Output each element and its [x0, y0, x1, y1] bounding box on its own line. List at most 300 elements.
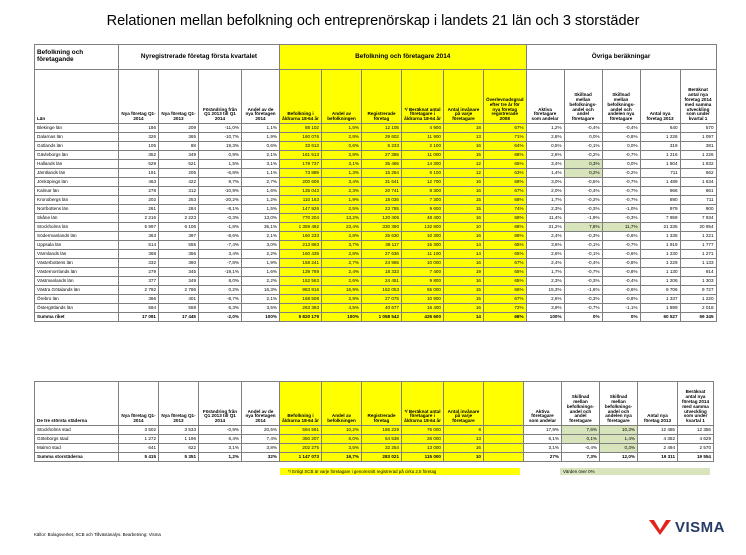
- row-label: Västra Götalands län: [35, 286, 119, 295]
- table-cell: 161 513: [280, 151, 322, 160]
- table-cell: 570: [680, 124, 716, 133]
- column-header: Skillnad mellan befolknings-andel och andelen nya företagare: [600, 382, 638, 426]
- table-cell: -0,8%: [602, 295, 640, 304]
- table-cell: -0,4%: [602, 124, 640, 133]
- table-cell: 0,3%: [564, 160, 602, 169]
- table-cell: 1 303: [680, 277, 716, 286]
- table-cell: 29 602: [362, 133, 402, 142]
- table-cell: 17,9%: [524, 426, 562, 435]
- table-cell: 16: [444, 277, 484, 286]
- table-cell: 16,9%: [322, 286, 362, 295]
- column-header: Aktiva företagare som andelar: [524, 382, 562, 426]
- table-cell: 662: [680, 169, 716, 178]
- table-cell: 2,3%: [526, 205, 564, 214]
- column-header: Registrerade företag: [362, 70, 402, 124]
- table-cell: 622: [159, 444, 199, 453]
- table-cell: 15 264: [362, 169, 402, 178]
- total-cell: 32%: [242, 453, 280, 462]
- table-cell: 1 337: [640, 295, 680, 304]
- table-cell: 2,1%: [242, 151, 280, 160]
- table-cell: 2,1%: [242, 295, 280, 304]
- column-header: Andel av de nya företagen 2014: [242, 382, 280, 426]
- table-cell: 6 106: [159, 223, 199, 232]
- table-cell: 12 465: [638, 426, 678, 435]
- table-header-row: [35, 70, 717, 124]
- table-cell: -0,7%: [602, 151, 640, 160]
- row-label: Uppsala län: [35, 241, 119, 250]
- table-cell: -0,2%: [564, 151, 602, 160]
- row-label: Stockholms län: [35, 223, 119, 232]
- total-cell: 17 445: [159, 313, 199, 322]
- visma-logo: [648, 518, 725, 536]
- table-cell: 16,3%: [242, 286, 280, 295]
- table-cell: 27 365: [362, 151, 402, 160]
- table-cell: 88 102: [280, 124, 322, 133]
- table-cell: 33 613: [280, 142, 322, 151]
- table-cell: -0,3%: [602, 214, 640, 223]
- table-cell: 4 352: [638, 435, 678, 444]
- table-cell: 160 233: [280, 232, 322, 241]
- table-cell: 209: [159, 124, 199, 133]
- table-cell: 352: [119, 151, 159, 160]
- table-cell: -8,7%: [199, 295, 242, 304]
- table-cell: -0,8%: [602, 268, 640, 277]
- table-cell: 23,4%: [322, 223, 362, 232]
- row-label: Västmanlands län: [35, 277, 119, 286]
- column-header: Nya företag Q1-2013: [159, 382, 199, 426]
- table-cell: 14 300: [402, 160, 444, 169]
- table-cell: 1 335: [640, 232, 680, 241]
- row-label: Dalarnas län: [35, 133, 119, 142]
- table-cell: 38 117: [362, 241, 402, 250]
- table-cell: 71%: [484, 133, 527, 142]
- table-cell: 7 400: [402, 268, 444, 277]
- total-cell: -2,0%: [199, 313, 242, 322]
- table-cell: 711: [640, 169, 680, 178]
- column-header: Antal invånare på varje företagare: [444, 382, 484, 426]
- page-title: Relationen mellan befolkning och entreprenörskap i landets 21 län och 3 storstäder: [106, 13, 640, 29]
- group-population-companies-2014: Befolkning och företagare 2014: [280, 45, 527, 70]
- table-cell: 366: [119, 295, 159, 304]
- row-label: Östergötlands län: [35, 304, 119, 313]
- table-cell: 1 097: [680, 133, 716, 142]
- table-cell: -0,4%: [564, 187, 602, 196]
- table-cell: 1 220: [680, 295, 716, 304]
- table-cell: 13 000: [402, 444, 444, 453]
- table-cell: 377: [119, 277, 159, 286]
- table-cell: 68%: [484, 223, 527, 232]
- table-cell: -0,2%: [602, 169, 640, 178]
- table-cell: 68%: [484, 232, 527, 241]
- table-cell: 20,5%: [242, 426, 280, 435]
- table-cell: -0,1%: [564, 250, 602, 259]
- table-cell: 10 300: [402, 232, 444, 241]
- row-label: Kronobergs län: [35, 196, 119, 205]
- row-label: Malmö stad: [35, 444, 119, 453]
- table-cell: 1,1%: [242, 169, 280, 178]
- group-new-companies: Nyregistrerade företag första kvartalet: [119, 45, 280, 70]
- table-cell: 4 629: [678, 435, 714, 444]
- table-cell: 2,8%: [322, 232, 362, 241]
- row-label: Blekinge län: [35, 124, 119, 133]
- row-label: Norrbottens län: [35, 205, 119, 214]
- total-cell: 0%: [564, 313, 602, 322]
- total-cell: 0%: [602, 313, 640, 322]
- table-cell: 68%: [484, 196, 527, 205]
- column-header: Förändring från Q1 2013 till Q1 2014: [199, 382, 242, 426]
- table-cell: 12 105: [362, 124, 402, 133]
- table-cell: 1,7%: [526, 196, 564, 205]
- table-row: [35, 124, 717, 133]
- table-cell: 1 777: [680, 241, 716, 250]
- table-cell: 11,7%: [602, 223, 640, 232]
- table-cell: 178 737: [280, 160, 322, 169]
- table-cell: -0,7%: [564, 268, 602, 277]
- table-cell: 35 465: [362, 160, 402, 169]
- table-cell: 1 919: [640, 241, 680, 250]
- table-row: [35, 250, 717, 259]
- table-cell: 16: [444, 444, 484, 453]
- table-cell: 1,6%: [242, 268, 280, 277]
- table-row: [35, 151, 717, 160]
- table-cell: 27 075: [362, 295, 402, 304]
- total-cell: 17 091: [119, 313, 159, 322]
- table-cell: 861: [680, 187, 716, 196]
- table-cell: 514: [119, 241, 159, 250]
- table-cell: 332: [119, 259, 159, 268]
- table-cell: 0,0%: [564, 133, 602, 142]
- table-cell: 63%: [484, 169, 527, 178]
- table-cell: 15: [444, 151, 484, 160]
- table-cell: 278: [119, 187, 159, 196]
- table-cell: 9 727: [680, 286, 716, 295]
- table-cell: 162 053: [362, 286, 402, 295]
- total-cell: 100%: [322, 313, 362, 322]
- column-header: Nya företag Q1-2014: [119, 70, 159, 124]
- column-header: Antal nya företag 2013: [640, 70, 680, 124]
- table-cell: 19: [444, 268, 484, 277]
- table-cell: 2 100: [402, 142, 444, 151]
- total-row: [35, 313, 717, 322]
- total-cell: 19 311: [638, 453, 678, 462]
- table-cell: 15: [444, 286, 484, 295]
- table-cell: 4,5%: [322, 304, 362, 313]
- table-cell: 64%: [484, 142, 527, 151]
- table-row: [35, 304, 717, 313]
- table-cell: 401: [159, 295, 199, 304]
- table-cell: 13,2%: [322, 214, 362, 223]
- column-header: Andel av befolkningen: [322, 70, 362, 124]
- table-cell: 66%: [484, 286, 527, 295]
- table-cell: 18 036: [362, 196, 402, 205]
- table-cell: 20 741: [362, 187, 402, 196]
- table-cell: 2,3%: [322, 187, 362, 196]
- table-cell: 10,2%: [322, 426, 362, 435]
- table-header-row: [35, 382, 714, 426]
- table-row: [35, 444, 714, 453]
- table-cell: 312: [159, 187, 199, 196]
- table-cell: 88: [159, 142, 199, 151]
- table-cell: 319: [640, 142, 680, 151]
- total-label: Summa storstäderna: [35, 453, 119, 462]
- table-cell: 1,5%: [322, 124, 362, 133]
- table-cell: 2,2%: [242, 277, 280, 286]
- table-cell: 11 900: [402, 133, 444, 142]
- table-cell: [484, 426, 524, 435]
- table-cell: -0,7%: [602, 187, 640, 196]
- table-cell: 105: [119, 142, 159, 151]
- total-cell: 14: [444, 313, 484, 322]
- table-cell: 356: [159, 250, 199, 259]
- table-cell: 3,4%: [526, 160, 564, 169]
- total-cell: 19 554: [678, 453, 714, 462]
- table-cell: 10 900: [402, 295, 444, 304]
- table-cell: 15: [444, 196, 484, 205]
- table-cell: 555: [159, 241, 199, 250]
- total-cell: 5 415: [119, 453, 159, 462]
- table-cell: 6 100: [402, 169, 444, 178]
- table-cell: 20 954: [680, 223, 716, 232]
- total-row: [35, 453, 714, 462]
- table-cell: 9,7%: [199, 178, 242, 187]
- table-cell: 2,6%: [322, 277, 362, 286]
- table-cell: 160 435: [280, 250, 322, 259]
- table-cell: -0,9%: [199, 426, 242, 435]
- table-cell: 253: [159, 196, 199, 205]
- column-header: Skillnad mellan befolknings-andel och andel företagare: [564, 70, 602, 124]
- total-cell: 68%: [484, 313, 527, 322]
- table-cell: 326: [119, 133, 159, 142]
- column-header: Andel av de nya företagen 2014: [242, 70, 280, 124]
- table-cell: 1 216: [640, 151, 680, 160]
- table-cell: 202: [119, 196, 159, 205]
- table-cell: -0,4%: [564, 259, 602, 268]
- table-cell: 191: [119, 169, 159, 178]
- table-cell: 1,1%: [242, 124, 280, 133]
- table-cell: 529: [119, 160, 159, 169]
- table-cell: 18 333: [362, 268, 402, 277]
- table-row: [35, 133, 717, 142]
- table-cell: 1,7%: [526, 268, 564, 277]
- column-header: Överlevnadsgrad efter tre år för nya företag registrerade 2008: [484, 70, 527, 124]
- table-cell: 363: [119, 232, 159, 241]
- total-cell: 1,2%: [199, 453, 242, 462]
- table-cell: 6,0%: [322, 435, 362, 444]
- table-cell: 135 043: [280, 187, 322, 196]
- total-cell: 100%: [242, 313, 280, 322]
- table-cell: -0,7%: [564, 304, 602, 313]
- table-cell: 1 226: [680, 151, 716, 160]
- table-cell: 12: [444, 160, 484, 169]
- table-cell: 1 206: [640, 277, 680, 286]
- table-cell: -0,8%: [602, 133, 640, 142]
- row-label: Hallands län: [35, 160, 119, 169]
- table-cell: 65%: [484, 250, 527, 259]
- table-cell: 463: [119, 178, 159, 187]
- table-row: [35, 232, 717, 241]
- table-cell: -0,3%: [564, 277, 602, 286]
- table-cell: -1,1%: [602, 304, 640, 313]
- table-cell: 205: [159, 169, 199, 178]
- table-cell: 2,5%: [322, 205, 362, 214]
- table-cell: 1,9%: [242, 259, 280, 268]
- table-cell: -0,4%: [602, 277, 640, 286]
- table-cell: [484, 444, 524, 453]
- table-cell: -0,6%: [602, 250, 640, 259]
- table-cell: 15,3%: [526, 286, 564, 295]
- table-cell: 15: [444, 295, 484, 304]
- table-cell: -0,4%: [562, 444, 600, 453]
- table-row: [35, 259, 717, 268]
- table-cell: -0,1%: [564, 142, 602, 151]
- table-cell: 2 216: [119, 214, 159, 223]
- table-cell: 213 863: [280, 241, 322, 250]
- table-cell: 3,6%: [526, 241, 564, 250]
- table-cell: 12: [444, 169, 484, 178]
- table-cell: 16 400: [402, 304, 444, 313]
- table-cell: 13,0%: [242, 214, 280, 223]
- table-cell: 2,1%: [242, 232, 280, 241]
- table-cell: 3,1%: [322, 160, 362, 169]
- table-cell: 0,2%: [564, 169, 602, 178]
- table-cell: -0,2%: [564, 196, 602, 205]
- visma-logo-icon: [648, 518, 672, 536]
- total-cell: 5 820 179: [280, 313, 322, 322]
- table-cell: -0,7%: [602, 178, 640, 187]
- table-cell: -8,1%: [199, 205, 242, 214]
- table-cell: -0,3%: [564, 232, 602, 241]
- column-header: Registrerade företag: [362, 382, 402, 426]
- column-header: De tre största städerna: [35, 382, 119, 426]
- table-cell: 6,4%: [199, 435, 242, 444]
- table-cell: 19,3%: [199, 142, 242, 151]
- table-group-header: [35, 45, 717, 70]
- table-cell: 1 130: [640, 268, 680, 277]
- table-cell: -0,6%: [602, 286, 640, 295]
- table-cell: 72%: [484, 304, 527, 313]
- table-cell: 3,7%: [322, 241, 362, 250]
- table-cell: 10: [444, 223, 484, 232]
- table-cell: 7,6%: [562, 426, 600, 435]
- table-cell: 200 605: [280, 178, 322, 187]
- table-cell: 65%: [484, 277, 527, 286]
- table-cell: 120 406: [362, 214, 402, 223]
- table-cell: 3,4%: [322, 178, 362, 187]
- table-cell: 8 300: [402, 187, 444, 196]
- table-cell: 1,4%: [600, 435, 638, 444]
- table-cell: 365: [159, 133, 199, 142]
- table-cell: -0,4%: [564, 124, 602, 133]
- table-cell: -1,9%: [564, 214, 602, 223]
- group-population: Befolkning och företagande: [35, 45, 119, 70]
- table-cell: 76 000: [402, 426, 444, 435]
- table-cell: 32 254: [362, 444, 402, 453]
- table-cell: 5 997: [119, 223, 159, 232]
- table-cell: 0,9%: [199, 151, 242, 160]
- table-cell: 3,5%: [322, 444, 362, 453]
- table-cell: 1 804: [640, 160, 680, 169]
- table-cell: 3,1%: [242, 160, 280, 169]
- table-cell: 11,4%: [526, 214, 564, 223]
- table-cell: 3 502: [119, 426, 159, 435]
- table-cell: 1,2%: [242, 196, 280, 205]
- table-cell: -0,3%: [564, 295, 602, 304]
- table-cell: 2,4%: [526, 232, 564, 241]
- table-cell: 152 563: [280, 277, 322, 286]
- total-cell: 10: [444, 453, 484, 462]
- source-note: Källor: Bolagsverket, SCB och Tillväxtanalys. Bearbetning: Visma: [34, 532, 161, 537]
- column-header: Befolkning i åldrarna 18-64 år: [280, 382, 322, 426]
- row-label: Södermanlands län: [35, 232, 119, 241]
- column-header: Skillnad mellan befolknings-andel och andelen nya företagare: [602, 70, 640, 124]
- table-cell: 1,9%: [242, 133, 280, 142]
- column-header: Antal nya företag 2013: [638, 382, 678, 426]
- column-header: Andel av befolkningen: [322, 382, 362, 426]
- table-cell: 2 223: [159, 214, 199, 223]
- table-cell: 966: [640, 187, 680, 196]
- table-cell: 13: [444, 435, 484, 444]
- table-cell: 26 000: [402, 435, 444, 444]
- table-cell: 349: [159, 277, 199, 286]
- table-cell: 330 390: [362, 223, 402, 232]
- table-cell: 900: [680, 205, 716, 214]
- table-row: [35, 223, 717, 232]
- column-header: Aktiva företagare som andelar: [526, 70, 564, 124]
- table-cell: 11 000: [402, 151, 444, 160]
- table-cell: 0,3%: [600, 444, 638, 453]
- table-cell: 4 900: [402, 124, 444, 133]
- table-cell: 345: [159, 268, 199, 277]
- table-row: [35, 169, 717, 178]
- table-cell: 3,0%: [526, 178, 564, 187]
- table-row: [35, 142, 717, 151]
- table-cell: 7 959: [640, 214, 680, 223]
- table-cell: 14: [444, 241, 484, 250]
- table-cell: 15 300: [402, 241, 444, 250]
- table-cell: 3,5%: [242, 304, 280, 313]
- table-cell: 3,0%: [242, 241, 280, 250]
- legend-positive-values: Värden över 0%: [560, 468, 710, 475]
- group-other-calculations: Övriga beräkningar: [526, 45, 716, 70]
- table-cell: 0,6%: [322, 142, 362, 151]
- row-label: Västernorrlands län: [35, 268, 119, 277]
- table-cell: 559: [159, 304, 199, 313]
- county-table: [34, 44, 717, 322]
- total-cell: 60 527: [640, 313, 680, 322]
- table-cell: -0,5%: [564, 178, 602, 187]
- table-cell: 160 076: [280, 133, 322, 142]
- table-cell: 25 630: [362, 232, 402, 241]
- table-cell: -19,1%: [199, 268, 242, 277]
- row-label: Gotlands län: [35, 142, 119, 151]
- table-cell: -10,9%: [199, 187, 242, 196]
- table-cell: -11,0%: [199, 124, 242, 133]
- table-cell: -20,2%: [199, 196, 242, 205]
- column-header: Län: [35, 70, 119, 124]
- row-label: Jönköpings län: [35, 178, 119, 187]
- table-cell: 68%: [484, 178, 527, 187]
- column-header: Skillnad mellan befolknings-andel och andel företagare: [562, 382, 600, 426]
- table-cell: 1,2%: [526, 124, 564, 133]
- table-cell: 35,1%: [242, 223, 280, 232]
- table-cell: 521: [159, 160, 199, 169]
- table-cell: -1,6%: [564, 286, 602, 295]
- table-cell: 381: [680, 142, 716, 151]
- total-cell: 1 147 073: [280, 453, 322, 462]
- table-cell: -6,8%: [199, 169, 242, 178]
- total-cell: 115 000: [402, 453, 444, 462]
- table-cell: -0,1%: [564, 241, 602, 250]
